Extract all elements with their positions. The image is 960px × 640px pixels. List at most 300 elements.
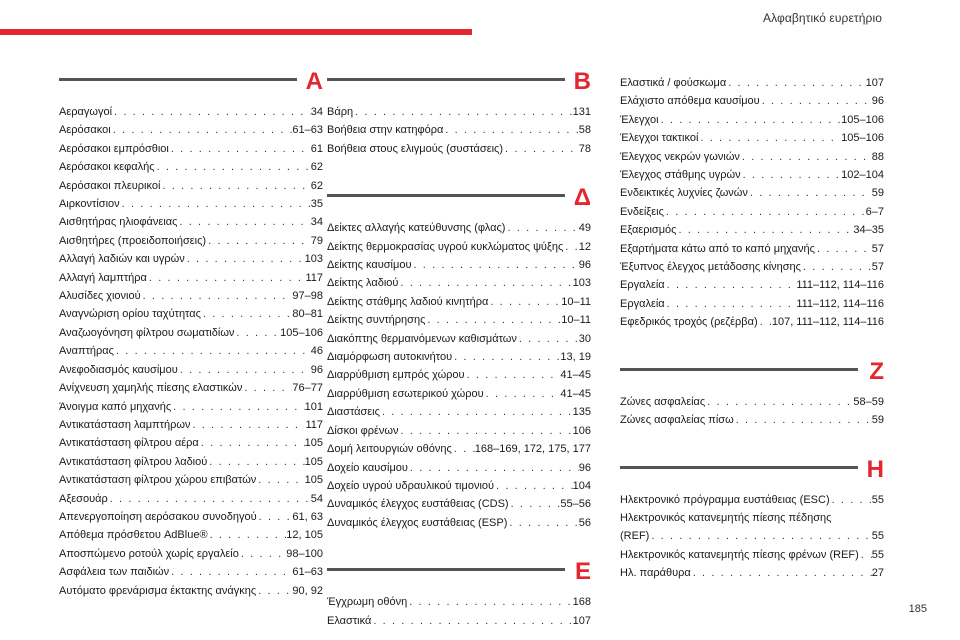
- section-letter: Α: [305, 68, 323, 95]
- index-entry: [327, 274, 591, 292]
- entry-label: (REF): [620, 530, 650, 543]
- entry-label: Άνοιγμα καπό μηχανής: [59, 400, 172, 413]
- index-entry: [59, 342, 323, 360]
- entry-page-ref: 98–100: [286, 547, 323, 560]
- dot-leader: [691, 564, 872, 582]
- dot-leader: [108, 490, 311, 508]
- dot-leader: [242, 379, 292, 397]
- index-entry: [620, 74, 884, 92]
- entry-page-ref: 12: [578, 240, 591, 253]
- entry-label: Έλεγχοι τακτικοί: [620, 132, 699, 145]
- entry-label: Δομή λειτουργιών οθόνης: [327, 443, 452, 456]
- entry-page-ref: 131: [572, 106, 591, 118]
- entry-label: Δείκτης λαδιού: [327, 277, 399, 290]
- index-entry: [59, 324, 323, 342]
- entry-page-ref: 96: [310, 363, 323, 376]
- index-entry: [620, 527, 884, 545]
- entry-page-ref: 34: [310, 216, 323, 229]
- index-entry: [59, 398, 323, 416]
- dot-leader: [659, 111, 842, 129]
- index-entry: [620, 203, 884, 221]
- entry-label: Εργαλεία: [620, 297, 665, 310]
- entry-label: Διαμόρφωση αυτοκινήτου: [327, 351, 453, 364]
- entry-page-ref: 105: [304, 437, 323, 450]
- entry-page-ref: 105–106: [280, 326, 323, 339]
- dot-leader: [190, 416, 305, 434]
- entry-page-ref: 62: [310, 179, 323, 192]
- entry-page-ref: 55: [871, 548, 884, 561]
- index-entry: [59, 269, 323, 287]
- index-entry: [327, 514, 591, 532]
- entry-page-ref: 101: [304, 400, 323, 413]
- entry-label: Διαρρύθμιση εσωτερικού χώρου: [327, 387, 484, 400]
- entry-page-ref: 27: [871, 567, 884, 580]
- entry-label: Δείκτης καυσίμου: [327, 259, 412, 272]
- dot-leader: [199, 434, 305, 452]
- entry-page-ref: 46: [310, 345, 323, 358]
- entry-page-ref: 10–11: [561, 314, 591, 327]
- dot-leader: [741, 166, 842, 184]
- dot-leader: [239, 545, 286, 563]
- index-entry: [327, 238, 591, 256]
- index-entry: [59, 305, 323, 323]
- entry-page-ref: 59: [871, 187, 884, 200]
- index-entry: [59, 250, 323, 268]
- entry-page-ref: 41–45: [560, 369, 591, 382]
- index-entry: [620, 221, 884, 239]
- entry-label: Αναγνώριση ορίου ταχύτητας: [59, 308, 201, 321]
- index-entry: [620, 313, 884, 331]
- entry-label: Αιρκοντίσιον: [59, 198, 120, 211]
- entry-page-ref: 105–106: [841, 132, 884, 145]
- entry-page-ref: 61, 63: [292, 510, 323, 523]
- entry-label: Αυτόματο φρενάρισμα έκτακτης ανάγκης: [59, 584, 257, 597]
- dot-leader: [147, 269, 306, 287]
- section-letter: Β: [573, 68, 591, 95]
- entry-page-ref: 104: [572, 479, 591, 492]
- entry-page-ref: 13, 19: [560, 351, 591, 364]
- entry-page-ref: 34: [310, 106, 323, 118]
- dot-leader: [398, 422, 572, 440]
- index-section: [620, 455, 884, 583]
- entry-label: Βοήθεια στους ελιγμούς (συστάσεις): [327, 142, 504, 155]
- entry-page-ref: 78: [578, 142, 591, 155]
- section-header: [620, 455, 884, 488]
- entry-label: Αναπτήρας: [59, 345, 114, 358]
- entry-page-ref: 105–106: [841, 113, 884, 126]
- entry-label: Έλεγχος στάθμης υγρών: [620, 169, 741, 182]
- entry-label: Βάρη: [327, 106, 354, 118]
- entry-page-ref: 49: [578, 222, 591, 235]
- entry-label: Αποσπώμενο ροτούλ χωρίς εργαλείο: [59, 547, 239, 560]
- index-entry: [327, 495, 591, 513]
- index-entry: [620, 129, 884, 147]
- entry-page-ref: 88: [871, 150, 884, 163]
- index-entry: [620, 148, 884, 166]
- entry-label: Ηλ. παράθυρα: [620, 567, 691, 580]
- index-entry: [327, 459, 591, 477]
- index-entry: [59, 582, 323, 600]
- dot-leader: [649, 527, 871, 545]
- entry-page-ref: 35: [310, 198, 323, 211]
- entry-page-ref: 10–11: [561, 295, 591, 308]
- index-section: [620, 74, 884, 332]
- entry-page-ref: 103: [572, 277, 591, 290]
- index-entry: [59, 158, 323, 176]
- index-entry: [327, 121, 591, 139]
- dot-leader: [503, 140, 579, 158]
- entry-page-ref: 107, 111–112, 114–116: [771, 316, 884, 329]
- entry-label: Ενδείξεις: [620, 205, 664, 218]
- dot-leader: [665, 295, 797, 313]
- entry-label: Ελαστικά: [327, 614, 372, 627]
- section-header: [327, 68, 591, 100]
- index-section: [59, 68, 323, 600]
- entry-label: Ασφάλεια των παιδιών: [59, 566, 170, 579]
- section-header: [327, 558, 591, 590]
- index-section: [327, 68, 591, 158]
- dot-leader: [169, 140, 311, 158]
- index-entry: [327, 140, 591, 158]
- section-divider: [327, 568, 565, 571]
- section-divider: [327, 194, 565, 197]
- entry-page-ref: 102–104: [841, 169, 884, 182]
- entry-label: Αντικατάσταση φίλτρου λαδιού: [59, 455, 208, 468]
- entry-label: Αντικατάσταση φίλτρου χώρου επιβατών: [59, 474, 257, 487]
- entry-page-ref: 76–77: [292, 382, 323, 395]
- dot-leader: [206, 232, 311, 250]
- entry-label: Έλεγχος νεκρών γωνιών: [620, 150, 740, 163]
- section-divider: [327, 78, 565, 81]
- entry-label: Απενεργοποίηση αερόσακου συνοδηγού: [59, 510, 257, 523]
- index-entry: [59, 490, 323, 508]
- entry-label: Εργαλεία: [620, 279, 665, 292]
- entry-label: Δυναμικός έλεγχος ευστάθειας (ESP): [327, 516, 508, 529]
- dot-leader: [169, 563, 292, 581]
- section-header: [59, 68, 323, 100]
- entry-page-ref: 57: [871, 242, 884, 255]
- entry-page-ref: 96: [578, 461, 591, 474]
- index-entry: [59, 213, 323, 231]
- dot-leader: [488, 293, 561, 311]
- entry-page-ref: 57: [871, 261, 884, 274]
- index-entry: [59, 508, 323, 526]
- entry-page-ref: 168: [572, 596, 591, 609]
- entry-page-ref: 111–112, 114–116: [796, 297, 884, 310]
- dot-leader: [371, 612, 572, 630]
- dot-leader: [111, 121, 293, 139]
- entry-label: Δείκτης θερμοκρασίας υγρού κυκλώματος ψύξης: [327, 240, 564, 253]
- index-entry: [59, 379, 323, 397]
- entry-page-ref: 55–56: [560, 498, 591, 511]
- entry-label: Ελάχιστο απόθεμα καυσίμου: [620, 95, 760, 108]
- entry-page-ref: 61: [310, 142, 323, 155]
- section-header: [327, 184, 591, 216]
- entry-label: Ανίχνευση χαμηλής πίεσης ελαστικών: [59, 382, 243, 395]
- entry-page-ref: 96: [578, 259, 591, 272]
- entry-label: Εφεδρικός τροχός (ρεζέρβα): [620, 316, 758, 329]
- dot-leader: [177, 213, 310, 231]
- entry-label: Αλλαγή λαμπτήρα: [59, 271, 147, 284]
- entry-label: Αερόσακοι πλευρικοί: [59, 179, 161, 192]
- entry-label: Ηλεκτρονικός κατανεμητής πίεσης πέδησης: [620, 511, 832, 524]
- entry-label: Δείκτης συντήρησης: [327, 314, 426, 327]
- section-letter: Ζ: [869, 357, 884, 385]
- entry-page-ref: 30: [578, 332, 591, 345]
- dot-leader: [465, 366, 561, 384]
- entry-label: Αλλαγή λαδιών και υγρών: [59, 253, 185, 266]
- index-entry: [59, 361, 323, 379]
- dot-leader: [425, 311, 561, 329]
- index-entry: [327, 219, 591, 237]
- index-entry: [59, 121, 323, 139]
- index-entry: [59, 177, 323, 195]
- index-entry: [59, 287, 323, 305]
- entry-label: Δείκτης στάθμης λαδιού κινητήρα: [327, 295, 489, 308]
- section-letter: Η: [866, 455, 884, 483]
- entry-label: Εξαερισμός: [620, 224, 677, 237]
- index-entry: [327, 348, 591, 366]
- entry-page-ref: 34–35: [853, 224, 884, 237]
- entry-label: Εξαρτήματα κάτω από το καπό μηχανής: [620, 242, 815, 255]
- index-entry: [59, 195, 323, 213]
- entry-label: Ζώνες ασφαλείας πίσω: [620, 414, 734, 427]
- index-entry: [327, 103, 591, 121]
- index-entry: [59, 471, 323, 489]
- section-divider: [620, 368, 858, 371]
- dot-leader: [859, 546, 872, 564]
- dot-leader: [112, 103, 311, 121]
- entry-label: Αξεσουάρ: [59, 492, 108, 505]
- entry-label: Αντικατάσταση φίλτρου αέρα: [59, 437, 199, 450]
- entry-page-ref: 111–112, 114–116: [796, 279, 884, 292]
- entry-label: Ανεφοδιασμός καυσίμου: [59, 363, 178, 376]
- entry-page-ref: 6–7: [865, 205, 884, 218]
- entry-label: Βοήθεια στην κατηφόρα: [327, 124, 444, 137]
- index-entry: [620, 491, 884, 509]
- entry-label: Δυναμικός έλεγχος ευστάθειας (CDS): [327, 498, 509, 511]
- index-section: [327, 184, 591, 532]
- entry-label: Διαστάσεις: [327, 406, 380, 419]
- index-entry: [620, 564, 884, 582]
- entry-label: Δείκτες αλλαγής κατεύθυνσης (φλας): [327, 222, 506, 235]
- entry-label: Αλυσίδες χιονιού: [59, 290, 141, 303]
- dot-leader: [256, 582, 292, 600]
- dot-leader: [398, 274, 572, 292]
- entry-page-ref: 54: [310, 492, 323, 505]
- entry-label: Αερόσακοι: [59, 124, 111, 137]
- dot-leader: [758, 313, 772, 331]
- entry-label: Ηλεκτρονικό πρόγραμμα ευστάθειας (ESC): [620, 493, 830, 506]
- index-entry: [327, 256, 591, 274]
- dot-leader: [676, 221, 853, 239]
- entry-label: Ελαστικά / φούσκωμα: [620, 77, 727, 89]
- index-entry: [620, 295, 884, 313]
- dot-leader: [452, 440, 475, 458]
- entry-page-ref: 79: [310, 234, 323, 247]
- index-column-2: [327, 68, 591, 640]
- entry-label: Ηλεκτρονικός κατανεμητής πίεσης φρένων (REF): [620, 548, 859, 561]
- dot-leader: [815, 240, 872, 258]
- index-entry: [59, 232, 323, 250]
- index-entry: [59, 434, 323, 452]
- index-entry: [620, 411, 884, 429]
- entry-label: Δοχείο υγρού υδραυλικού τιμονιού: [327, 479, 495, 492]
- dot-leader: [494, 477, 573, 495]
- index-entry: [327, 293, 591, 311]
- index-column-1: [59, 68, 323, 632]
- entry-page-ref: 61–63: [292, 566, 323, 579]
- dot-leader: [411, 256, 578, 274]
- index-entry: [620, 240, 884, 258]
- entry-page-ref: 59: [871, 414, 884, 427]
- dot-leader: [120, 195, 311, 213]
- index-entry: [59, 416, 323, 434]
- entry-label: Δοχείο καυσίμου: [327, 461, 408, 474]
- dot-leader: [509, 495, 561, 513]
- entry-page-ref: 117: [305, 271, 323, 284]
- entry-label: Αεραγωγοί: [59, 106, 113, 118]
- section-divider: [620, 466, 858, 469]
- dot-leader: [665, 276, 797, 294]
- top-accent-bar: [0, 29, 472, 35]
- dot-leader: [740, 148, 872, 166]
- index-entry: [327, 311, 591, 329]
- entry-page-ref: 107: [865, 77, 884, 89]
- dot-leader: [171, 398, 304, 416]
- dot-leader: [748, 184, 872, 202]
- index-entry: [327, 477, 591, 495]
- entry-label: Διαρρύθμιση εμπρός χώρου: [327, 369, 465, 382]
- dot-leader: [207, 453, 304, 471]
- entry-page-ref: 55: [871, 493, 884, 506]
- index-entry: [620, 111, 884, 129]
- section-header: [620, 357, 884, 390]
- dot-leader: [517, 330, 579, 348]
- page-header-title: Αλφαβητικό ευρετήριο: [762, 11, 882, 25]
- dot-leader: [208, 526, 287, 544]
- index-entry: [620, 166, 884, 184]
- index-entry: [59, 563, 323, 581]
- dot-leader: [407, 593, 572, 611]
- dot-leader: [443, 121, 578, 139]
- entry-label: Έλεγχοι: [620, 113, 659, 126]
- index-entry: [620, 509, 884, 527]
- dot-leader: [563, 238, 578, 256]
- index-entry: [327, 593, 591, 611]
- section-letter: Δ: [573, 184, 591, 212]
- dot-leader: [452, 348, 560, 366]
- dot-leader: [801, 258, 872, 276]
- dot-leader: [760, 92, 872, 110]
- dot-leader: [705, 393, 853, 411]
- entry-page-ref: 97–98: [292, 290, 323, 303]
- entry-label: Έγχρωμη οθόνη: [327, 596, 408, 609]
- index-entry: [59, 140, 323, 158]
- entry-page-ref: 90, 92: [292, 584, 323, 597]
- index-section: [327, 558, 591, 630]
- entry-page-ref: 56: [578, 516, 591, 529]
- entry-label: Αισθητήρες (προειδοποιήσεις): [59, 234, 207, 247]
- entry-page-ref: 55: [871, 530, 884, 543]
- index-entry: [327, 403, 591, 421]
- section-letter: Ε: [574, 558, 591, 586]
- dot-leader: [507, 514, 578, 532]
- dot-leader: [257, 508, 293, 526]
- entry-label: Δίσκοι φρένων: [327, 424, 399, 437]
- dot-leader: [160, 177, 310, 195]
- index-entry: [620, 92, 884, 110]
- entry-page-ref: 96: [871, 95, 884, 108]
- entry-page-ref: 117: [305, 418, 323, 431]
- index-entry: [327, 330, 591, 348]
- dot-leader: [141, 287, 293, 305]
- dot-leader: [256, 471, 304, 489]
- dot-leader: [114, 342, 311, 360]
- index-entry: [620, 546, 884, 564]
- entry-page-ref: 62: [310, 161, 323, 174]
- entry-label: Αναζωογόνηση φίλτρου σωματιδίων: [59, 326, 235, 339]
- dot-leader: [408, 459, 579, 477]
- entry-label: Ζώνες ασφαλείας: [620, 395, 706, 408]
- dot-leader: [830, 491, 872, 509]
- index-entry: [620, 393, 884, 411]
- dot-leader: [505, 219, 578, 237]
- entry-page-ref: 103: [304, 253, 323, 266]
- index-entry: [327, 440, 591, 458]
- entry-page-ref: 41–45: [560, 387, 591, 400]
- dot-leader: [234, 324, 280, 342]
- entry-page-ref: 12, 105: [286, 529, 323, 542]
- index-entry: [59, 453, 323, 471]
- entry-page-ref: 135: [572, 406, 591, 419]
- entry-label: Διακόπτης θερμαινόμενων καθισμάτων: [327, 332, 517, 345]
- index-entry: [59, 545, 323, 563]
- entry-label: Αερόσακοι κεφαλής: [59, 161, 155, 174]
- index-entry: [327, 422, 591, 440]
- entry-page-ref: 105: [304, 455, 323, 468]
- index-entry: [327, 366, 591, 384]
- index-entry: [620, 184, 884, 202]
- dot-leader: [484, 385, 561, 403]
- entry-page-ref: 58: [578, 124, 591, 137]
- section-divider: [59, 78, 297, 81]
- entry-page-ref: 80–81: [292, 308, 323, 321]
- index-entry: [59, 103, 323, 121]
- entry-label: Αντικατάσταση λαμπτήρων: [59, 418, 191, 431]
- entry-page-ref: 168–169, 172, 175, 177: [474, 443, 591, 456]
- dot-leader: [726, 74, 865, 92]
- entry-page-ref: 61–63: [292, 124, 323, 137]
- dot-leader: [185, 250, 305, 268]
- page-number: 185: [908, 603, 927, 615]
- index-entry: [327, 612, 591, 630]
- entry-label: Αισθητήρας ηλιοφάνειας: [59, 216, 178, 229]
- entry-label: Απόθεμα πρόσθετου AdBlue®: [59, 529, 208, 542]
- index-column-3: [620, 74, 884, 615]
- index-section: [620, 357, 884, 430]
- entry-label: Έξυπνος έλεγχος μετάδοσης κίνησης: [620, 261, 801, 274]
- dot-leader: [664, 203, 866, 221]
- dot-leader: [201, 305, 292, 323]
- dot-leader: [178, 361, 311, 379]
- dot-leader: [380, 403, 573, 421]
- index-entry: [620, 276, 884, 294]
- entry-page-ref: 105: [304, 474, 323, 487]
- entry-page-ref: 107: [572, 614, 591, 627]
- index-entry: [59, 526, 323, 544]
- index-entry: [620, 258, 884, 276]
